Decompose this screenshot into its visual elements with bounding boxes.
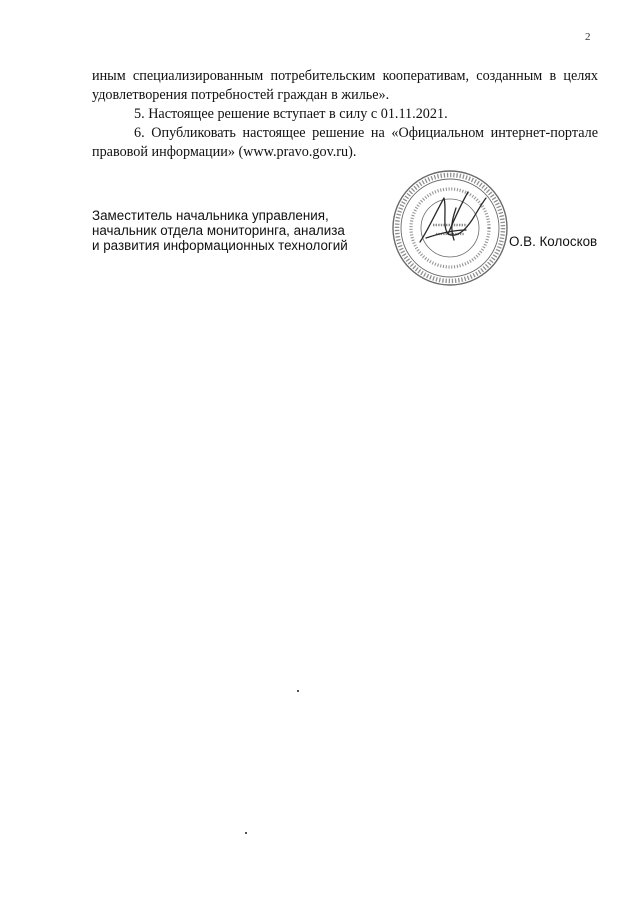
- signer-position: [92, 208, 392, 253]
- scan-speck: [245, 832, 247, 834]
- paragraph-item-6: 6. Опубликовать настоящее решение на «Официальном интернет-портале правовой информации» (www.pravo.gov.ru).: [92, 125, 598, 160]
- signer-position-line: и развития информационных технологий: [92, 238, 348, 253]
- document-body: [92, 67, 598, 162]
- signer-position-line: начальник отдела мониторинга, анализа: [92, 223, 345, 238]
- signer-position-line: Заместитель начальника управления,: [92, 208, 329, 223]
- page-number: 2: [585, 31, 591, 43]
- signer-name: О.В. Колосков: [509, 234, 598, 249]
- official-seal-stamp: [390, 168, 510, 288]
- scan-speck: [297, 690, 299, 692]
- paragraph-continuation: иным специализированным потребительским кооперативам, созданным в целях удовлетворения потребностей граждан в жилье».: [92, 68, 598, 103]
- paragraph-item-5: 5. Настоящее решение вступает в силу с 01.11.2021.: [134, 106, 448, 122]
